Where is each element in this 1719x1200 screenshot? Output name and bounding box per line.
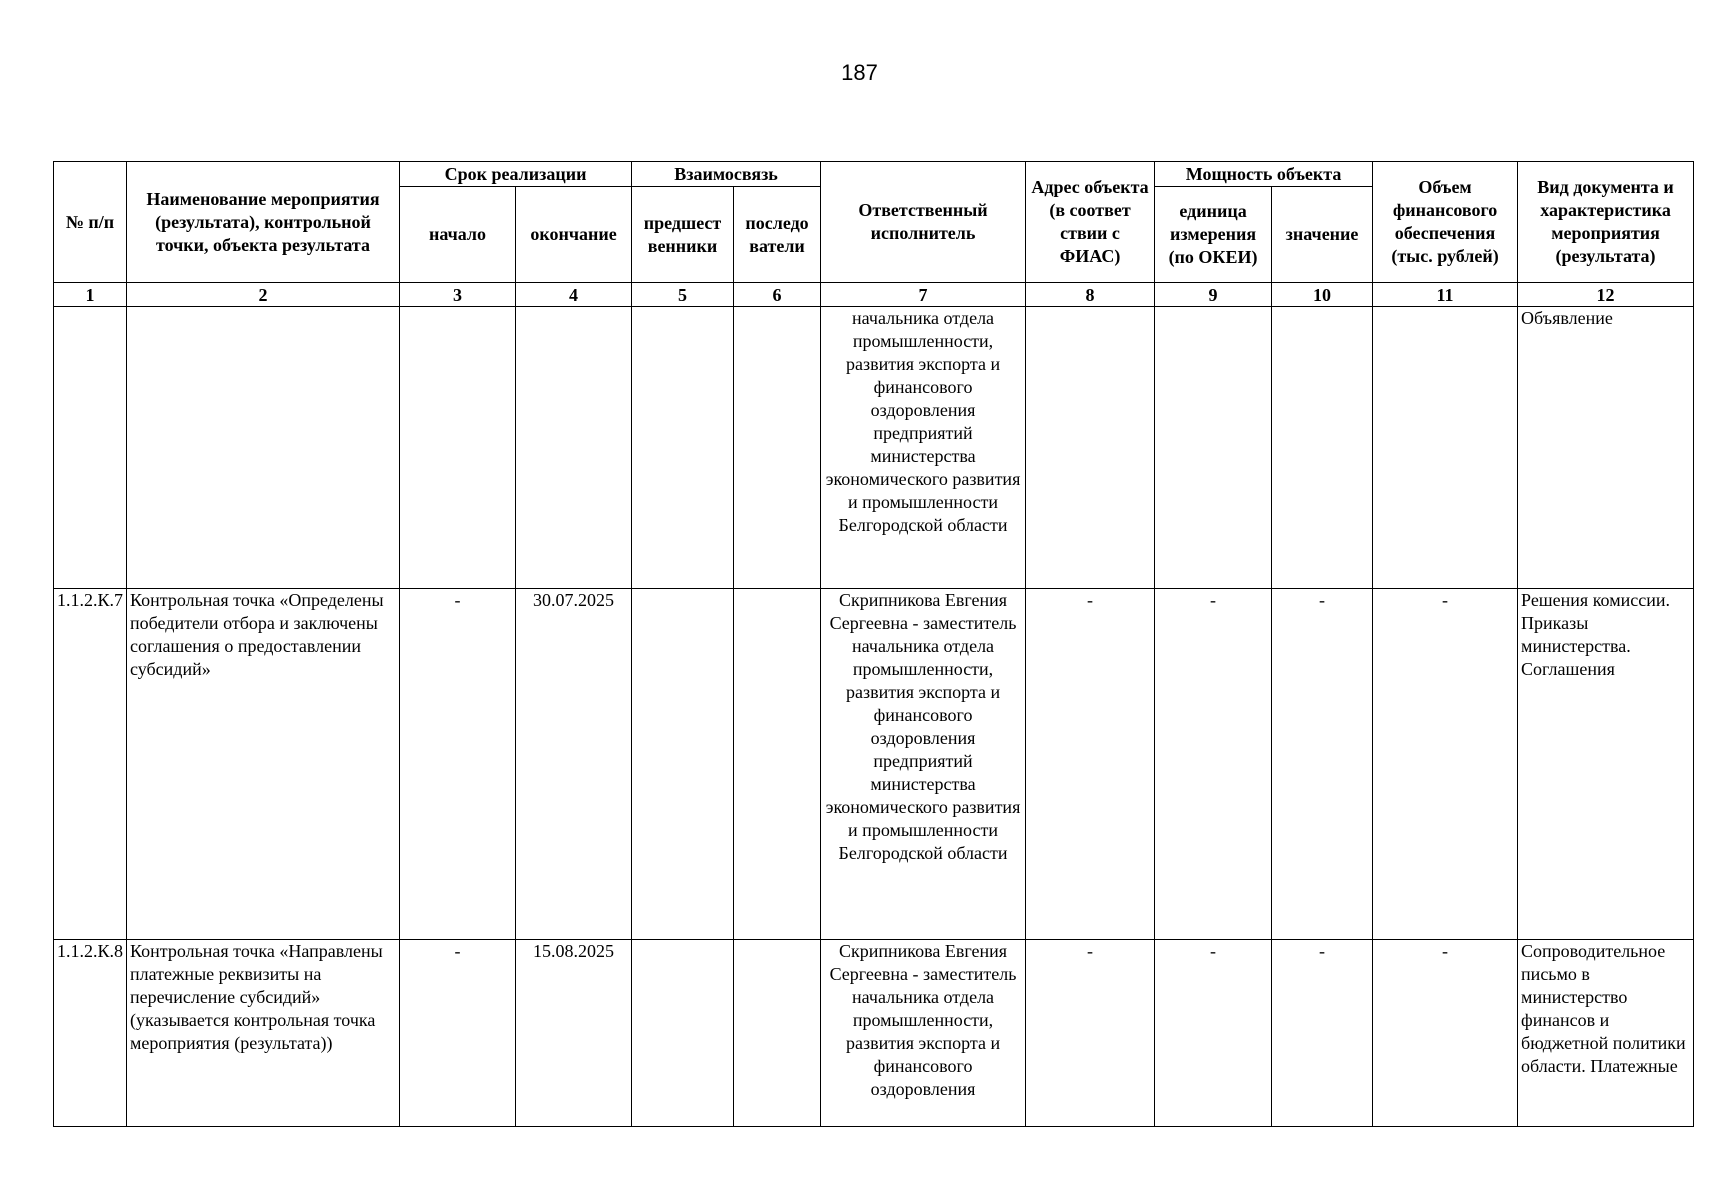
- header-name: Наименование мероприятия (результата), контрольной точки, объекта результата: [127, 162, 400, 283]
- cell-responsible: Скрипникова Евгения Сергеевна - заместитель начальника отдела промышленности, развития экспорта и финансового оздоровления: [821, 940, 1026, 1127]
- cell-address: -: [1026, 940, 1155, 1127]
- table-row: [54, 589, 1694, 940]
- page-number: 187: [841, 60, 878, 85]
- cell-pred: [632, 940, 734, 1127]
- header-vzaim-group: Взаимосвязь: [632, 162, 821, 187]
- cell-value: [1272, 307, 1373, 589]
- header-moshch-group: Мощность объекта: [1155, 162, 1373, 187]
- header-doc: Вид документа и характеристика мероприятия (результата): [1518, 162, 1694, 283]
- cell-end: 30.07.2025: [516, 589, 632, 940]
- header-srok-group: Срок реализации: [400, 162, 632, 187]
- column-number: 2: [127, 283, 400, 307]
- cell-start: -: [400, 589, 516, 940]
- cell-doc: Сопроводительное письмо в министерство финансов и бюджетной политики области. Платежные: [1518, 940, 1694, 1127]
- cell-num: [54, 307, 127, 589]
- plan-table: [53, 161, 1694, 1127]
- cell-doc: Решения комиссии. Приказы министерства. Соглашения: [1518, 589, 1694, 940]
- header-pred: предшест венники: [632, 187, 734, 283]
- cell-end: 15.08.2025: [516, 940, 632, 1127]
- column-number: 7: [821, 283, 1026, 307]
- cell-pred: [632, 589, 734, 940]
- cell-unit: [1155, 307, 1272, 589]
- cell-pred: [632, 307, 734, 589]
- header-num: № п/п: [54, 162, 127, 283]
- cell-responsible: Скрипникова Евгения Сергеевна - заместитель начальника отдела промышленности, развития экспорта и финансового оздоровления предприятий министерства экономического развития и промышленности Белгородской области: [821, 589, 1026, 940]
- column-number: 3: [400, 283, 516, 307]
- column-number: 8: [1026, 283, 1155, 307]
- cell-num: 1.1.2.К.7: [54, 589, 127, 940]
- column-number: 6: [734, 283, 821, 307]
- header-address: Адрес объекта (в соответ ствии с ФИАС): [1026, 162, 1155, 283]
- cell-name: Контрольная точка «Определены победители отбора и заключены соглашения о предоставлении субсидий»: [127, 589, 400, 940]
- column-number-row: [54, 283, 1694, 307]
- table-row: [54, 940, 1694, 1127]
- header-value: значение: [1272, 187, 1373, 283]
- header-end: окончание: [516, 187, 632, 283]
- header-group-row: [54, 162, 1694, 187]
- cell-address: [1026, 307, 1155, 589]
- cell-next: [734, 589, 821, 940]
- cell-value: -: [1272, 589, 1373, 940]
- cell-unit: -: [1155, 589, 1272, 940]
- column-number: 1: [54, 283, 127, 307]
- cell-start: [400, 307, 516, 589]
- cell-name: [127, 307, 400, 589]
- cell-name: Контрольная точка «Направлены платежные реквизиты на перечисление субсидий» (указывается контрольная точка мероприятия (результата)): [127, 940, 400, 1127]
- cell-start: -: [400, 940, 516, 1127]
- cell-finance: -: [1373, 940, 1518, 1127]
- cell-next: [734, 307, 821, 589]
- cell-end: [516, 307, 632, 589]
- cell-next: [734, 940, 821, 1127]
- cell-responsible: начальника отдела промышленности, развития экспорта и финансового оздоровления предприятий министерства экономического развития и промышленности Белгородской области: [821, 307, 1026, 589]
- cell-unit: -: [1155, 940, 1272, 1127]
- header-start: начало: [400, 187, 516, 283]
- cell-finance: -: [1373, 589, 1518, 940]
- header-finance: Объем финансового обеспечения (тыс. рублей): [1373, 162, 1518, 283]
- column-number: 4: [516, 283, 632, 307]
- table-row: [54, 307, 1694, 589]
- column-number: 11: [1373, 283, 1518, 307]
- cell-address: -: [1026, 589, 1155, 940]
- column-number: 9: [1155, 283, 1272, 307]
- header-unit: единица измерения (по ОКЕИ): [1155, 187, 1272, 283]
- cell-value: -: [1272, 940, 1373, 1127]
- column-number: 10: [1272, 283, 1373, 307]
- header-responsible: Ответственный исполнитель: [821, 162, 1026, 283]
- column-number: 12: [1518, 283, 1694, 307]
- column-number: 5: [632, 283, 734, 307]
- cell-num: 1.1.2.К.8: [54, 940, 127, 1127]
- cell-finance: [1373, 307, 1518, 589]
- header-next: последо ватели: [734, 187, 821, 283]
- cell-doc: Объявление: [1518, 307, 1694, 589]
